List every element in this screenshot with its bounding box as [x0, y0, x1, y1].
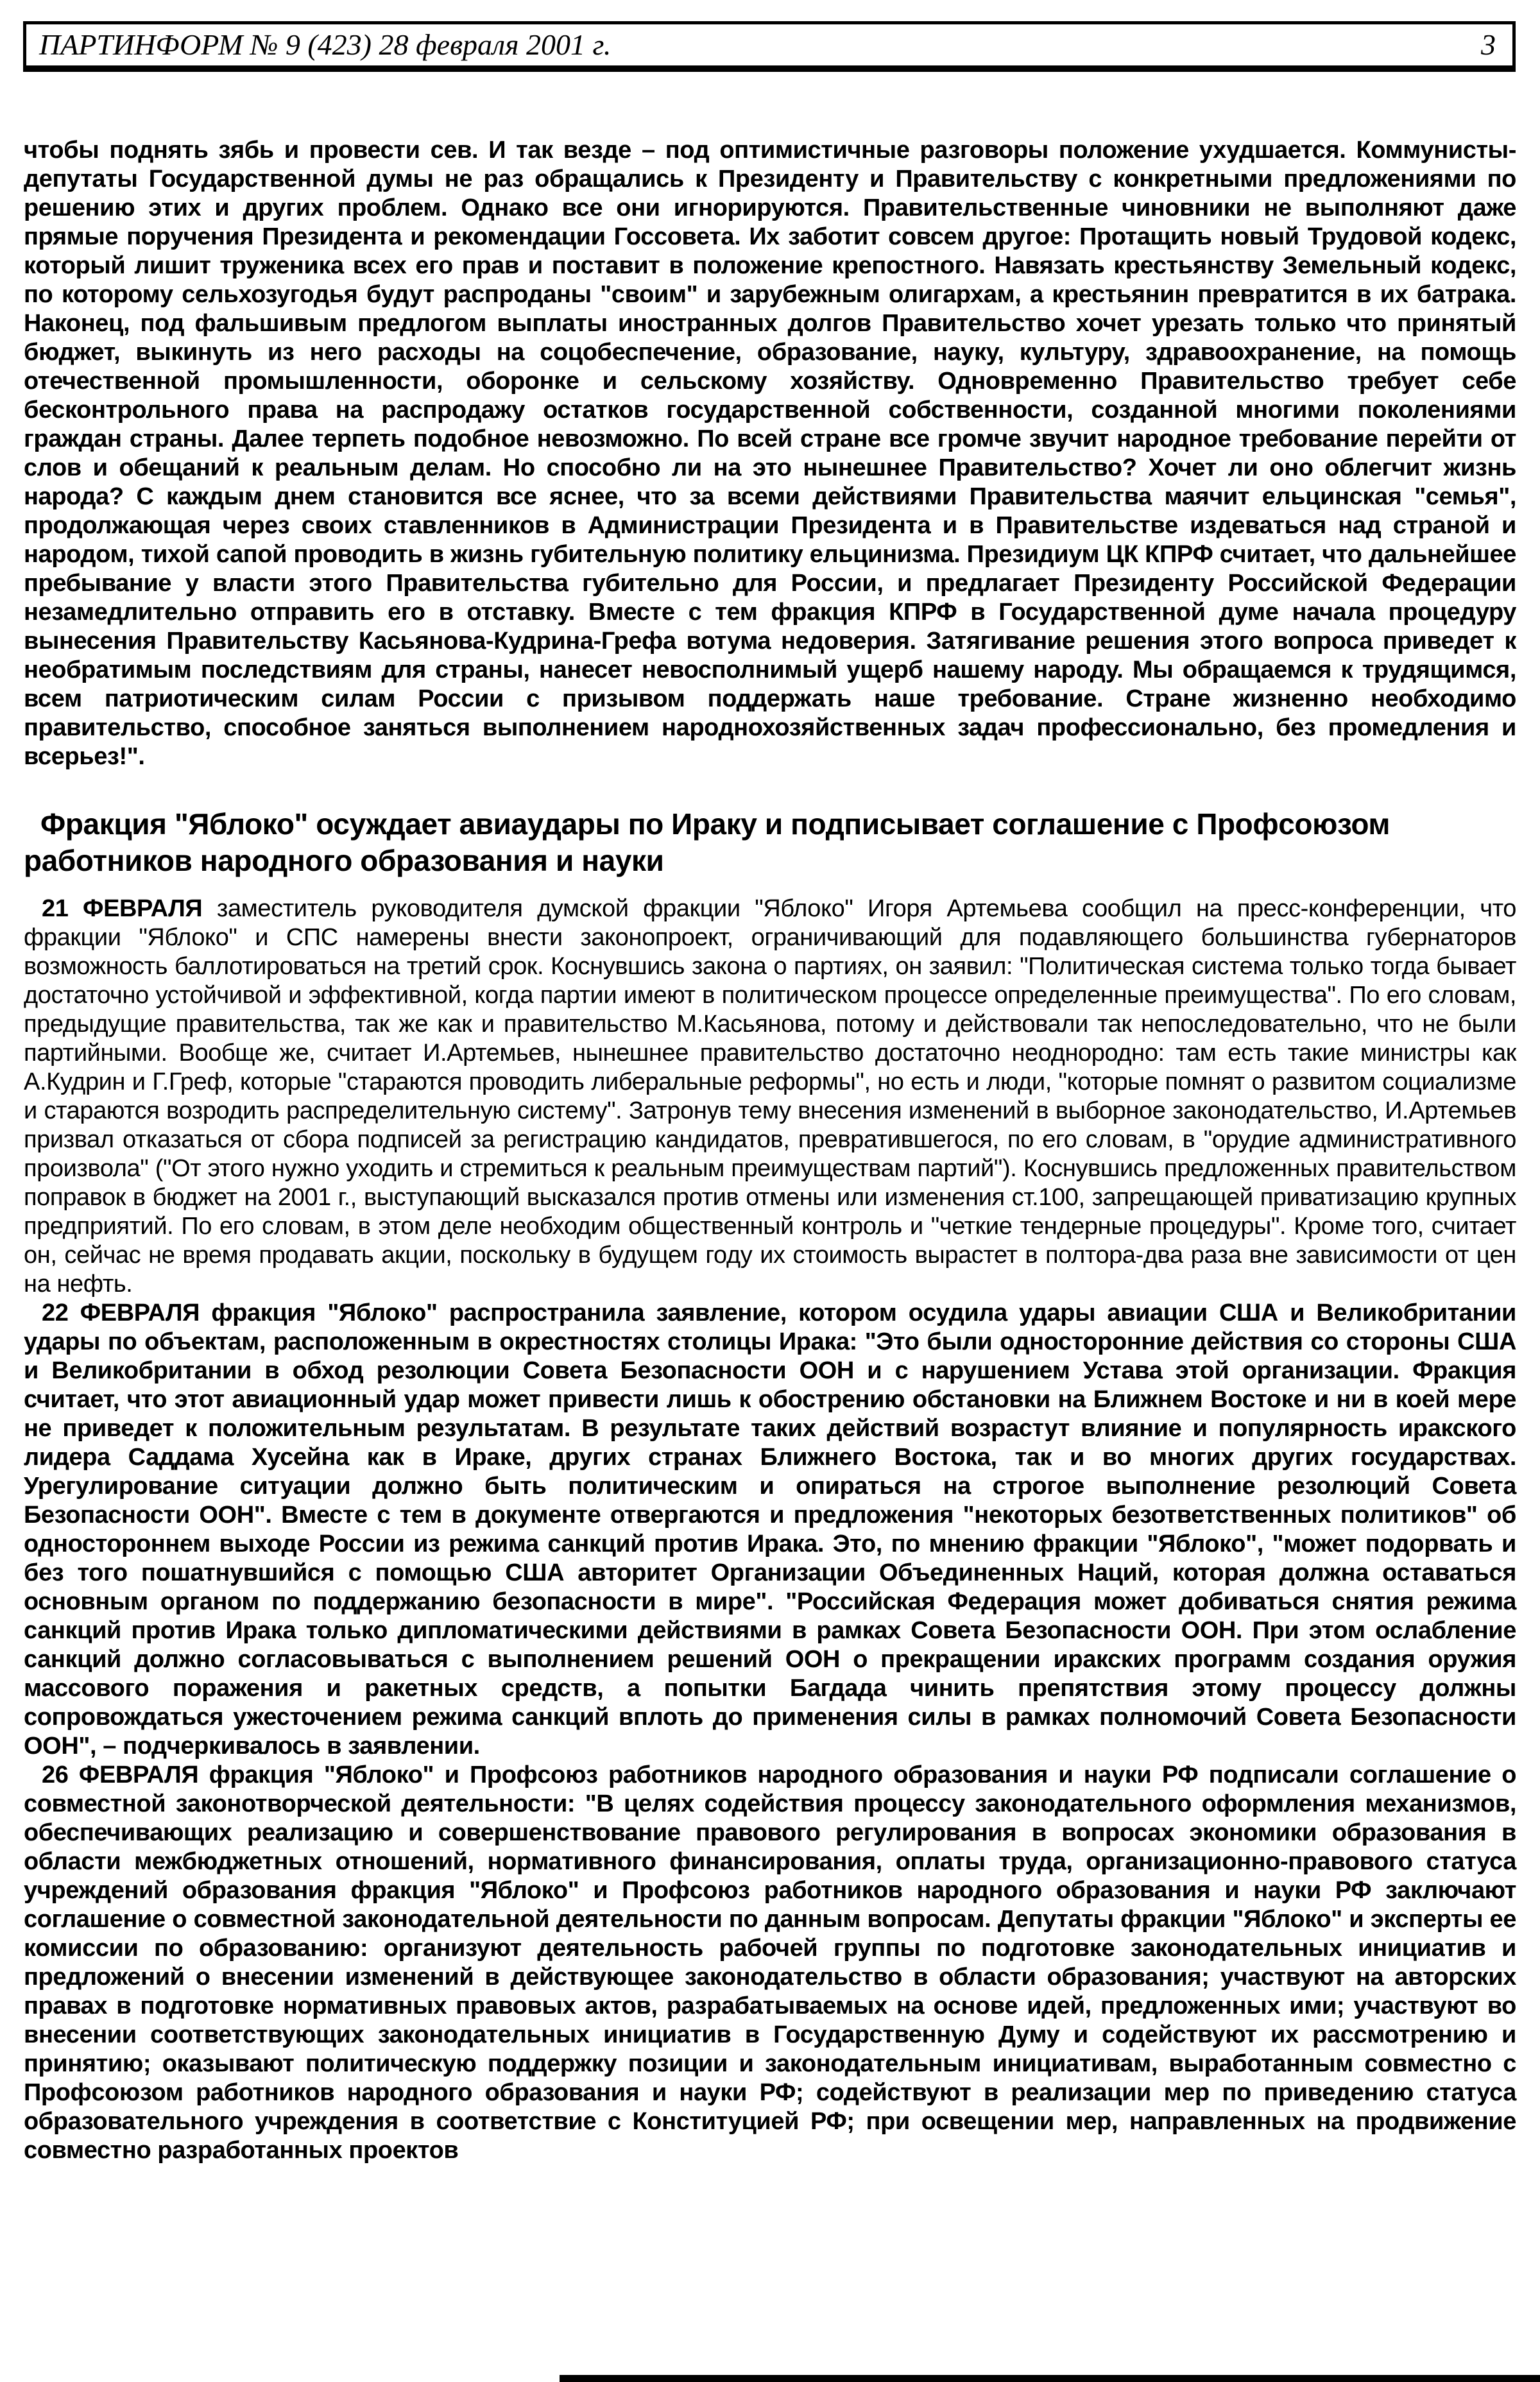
- paragraph-feb-21: [24, 895, 1516, 1299]
- date-lead-feb-22: 22 ФЕВРАЛЯ: [42, 1299, 200, 1326]
- paragraph-feb-21-text: заместитель руководителя думской фракции "Яблоко" Игоря Артемьева сообщил на пресс-конференции, что фракции "Яблоко" и СПС намерены внести законопроект, ограничивающий для подавляющего большинства губернаторов возможность баллотироваться на третий срок. Коснувшись закона о партиях, он заявил: "Политическая система только тогда бывает достаточно устойчивой и эффективной, когда партии имеют в политическом процессе определенные преимущества". По его словам, предыдущие правительства, так же как и правительство М.Касьянова, потому и действовали так непоследовательно, что не были партийными. Вообще же, считает И.Артемьев, нынешнее правительство достаточно неоднородно: там есть такие министры как А.Кудрин и Г.Греф, которые "стараются проводить либеральные реформы", но есть и люди, "которые помнят о развитом социализме и стараются возродить распределительную систему". Затронув тему внесения изменений в выборное законодательство, И.Артемьев призвал отказаться от сбора подписей за регистрацию кандидатов, превратившегося, по его словам, в "орудие административного произвола" ("От этого нужно уходить и стремиться к реальным преимуществам партий"). Коснувшись предложенных правительством поправок в бюджет на 2001 г., выступающий высказался против отмены или изменения ст.100, запрещающей приватизацию крупных предприятий. По его словам, в этом деле необходим общественный контроль и "четкие тендерные процедуры". Кроме того, считает он, сейчас не время продавать акции, поскольку в будущем году их стоимость вырастет в полтора-два раза вне зависимости от цен на нефть.: [24, 895, 1517, 1298]
- article-body: [24, 136, 1516, 2165]
- paragraph-feb-26: [24, 1761, 1516, 2165]
- paragraph-feb-22-text: фракция "Яблоко" распространила заявление, котором осудила удары авиации США и Великобритании удары по объектам, расположенным в окрестностях столицы Ирака: "Это были односторонние действия со стороны США и Великобритании в обход резолюции Совета Безопасности ООН и с нарушением Устава этой организации. Фракция считает, что этот авиационный удар может привести лишь к обострению обстановки на Ближнем Востоке и ни в коей мере не приведет к положительным результатам. В результате таких действий возрастут влияние и популярность иракского лидера Саддама Хусейна как в Ираке, других странах Ближнего Востока, так и во многих других государствах. Урегулирование ситуации должно быть политическим и опираться на строгое выполнение резолюций Совета Безопасности ООН". Вместе с тем в документе отвергаются и предложения "некоторых безответственных политиков" об одностороннем выходе России из режима санкций против Ирака. Это, по мнению фракции "Яблоко", "может подорвать и без того пошатнувшийся с помощью США авторитет Организации Объединенных Наций, которая должна оставаться основным органом по поддержанию безопасности в мире". "Российская Федерация может добиваться снятия режима санкций против Ирака только дипломатическими действиями в рамках Совета Безопасности ООН. При этом ослабление санкций должно согласовываться с выполнением решений ООН о прекращении иракских программ создания оружия массового поражения и ракетных средств, а попытки Багдада чинить препятствия этому процессу должны сопровождаться ужесточением режима санкций вплоть до применения силы в рамках полномочий Совета Безопасности ООН", – подчеркивалось в заявлении.: [24, 1299, 1517, 1760]
- kprf-statement-continuation-paragraph: чтобы поднять зябь и провести сев. И так везде – под оптимистичные разговоры положение ухудшается. Коммунисты-депутаты Государственной думы не раз обращались к Президенту и Правительству с конкретными предложениями по решению этих и других проблем. Однако все они игнорируются. Правительственные чиновники не выполняют даже прямые поручения Президента и рекомендации Госсовета. Их заботит совсем другое: Протащить новый Трудовой кодекс, который лишит труженика всех его прав и поставит в положение крепостного. Навязать крестьянству Земельный кодекс, по которому сельхозугодья будут распроданы "своим" и зарубежным олигархам, а крестьянин превратится в их батрака. Наконец, под фальшивым предлогом выплаты иностранных долгов Правительство хочет урезать только что принятый бюджет, выкинуть из него расходы на соцобеспечение, образование, науку, культуру, здравоохранение, на помощь отечественной промышленности, оборонке и сельскому хозяйству. Одновременно Правительство требует себе бесконтрольного права на распродажу остатков государственной собственности, созданной многими поколениями граждан страны. Далее терпеть подобное невозможно. По всей стране все громче звучит народное требование перейти от слов и обещаний к реальным делам. Но способно ли на это нынешнее Правительство? Хочет ли оно облегчит жизнь народа? С каждым днем становится все яснее, что за всеми действиями Правительства маячит ельцинская "семья", продолжающая через своих ставленников в Администрации Президента и в Правительстве издеваться над страной и народом, тихой сапой проводить в жизнь губительную политику ельцинизма. Президиум ЦК КПРФ считает, что дальнейшее пребывание у власти этого Правительства губительно для России, и предлагает Президенту Российской Федерации незамедлительно отправить его в отставку. Вместе с тем фракция КПРФ в Государственной думе начала процедуру вынесения Правительству Касьянова-Кудрина-Грефа вотума недоверия. Затягивание решения этого вопроса приведет к необратимым последствиям для страны, нанесет невосполнимый ущерб нашему народу. Мы обращаемся к трудящимся, всем патриотическим силам России с призывом поддержать наше требование. Стране жизненно необходимо правительство, способное заняться выполнением народнохозяйственных задач профессионально, без промедления и всерьез!".: [24, 137, 1516, 770]
- newsletter-title: ПАРТИНФОРМ № 9 (423) 28 февраля 2001 г.: [39, 28, 612, 61]
- paragraph-feb-22: [24, 1299, 1516, 1761]
- paragraph-feb-26-text: фракция "Яблоко" и Профсоюз работников народного образования и науки РФ подписали соглашение о совместной законотворческой деятельности: "В целях содействия процессу законодательного оформления механизмов, обеспечивающих реализацию и совершенствование правового регулирования в вопросах экономики образования в области межбюджетных отношений, нормативного финансирования, оплаты труда, организационно-правового статуса учреждений образования фракция "Яблоко" и Профсоюз работников народного образования и науки РФ заключают соглашение о совместной законодательной деятельности по данным вопросам. Депутаты фракции "Яблоко" и эксперты ее комиссии по образованию: организуют деятельность рабочей группы по подготовке законодательных инициатив и предложений о внесении изменений в действующее законодательство в области образования; участвуют на авторских правах в подготовке нормативных правовых актов, разрабатываемых на основе идей, предложенных ими; участвуют во внесении соответствующих законодательных инициатив в Государственную Думу и содействуют их рассмотрению и принятию; оказывают политическую поддержку позиции и законодательным инициативам, выработанным совместно с Профсоюзом работников народного образования и науки РФ; содействуют в реализации мер по приведению статуса образовательного учреждения в соответствие с Конституцией РФ; при освещении мер, направленных на продвижение совместно разработанных проектов: [24, 1761, 1517, 2164]
- date-lead-feb-26: 26 ФЕВРАЛЯ: [42, 1761, 199, 1788]
- section-heading: Фракция "Яблоко" осуждает авиаудары по Ираку и подписывает соглашение с Профсоюзом работников народного образования и науки: [24, 807, 1390, 877]
- page-number: 3: [1481, 28, 1496, 61]
- scan-artifact-bar: [560, 2375, 1540, 2382]
- page-header: [23, 21, 1516, 72]
- date-lead-feb-21: 21 ФЕВРАЛЯ: [42, 895, 203, 922]
